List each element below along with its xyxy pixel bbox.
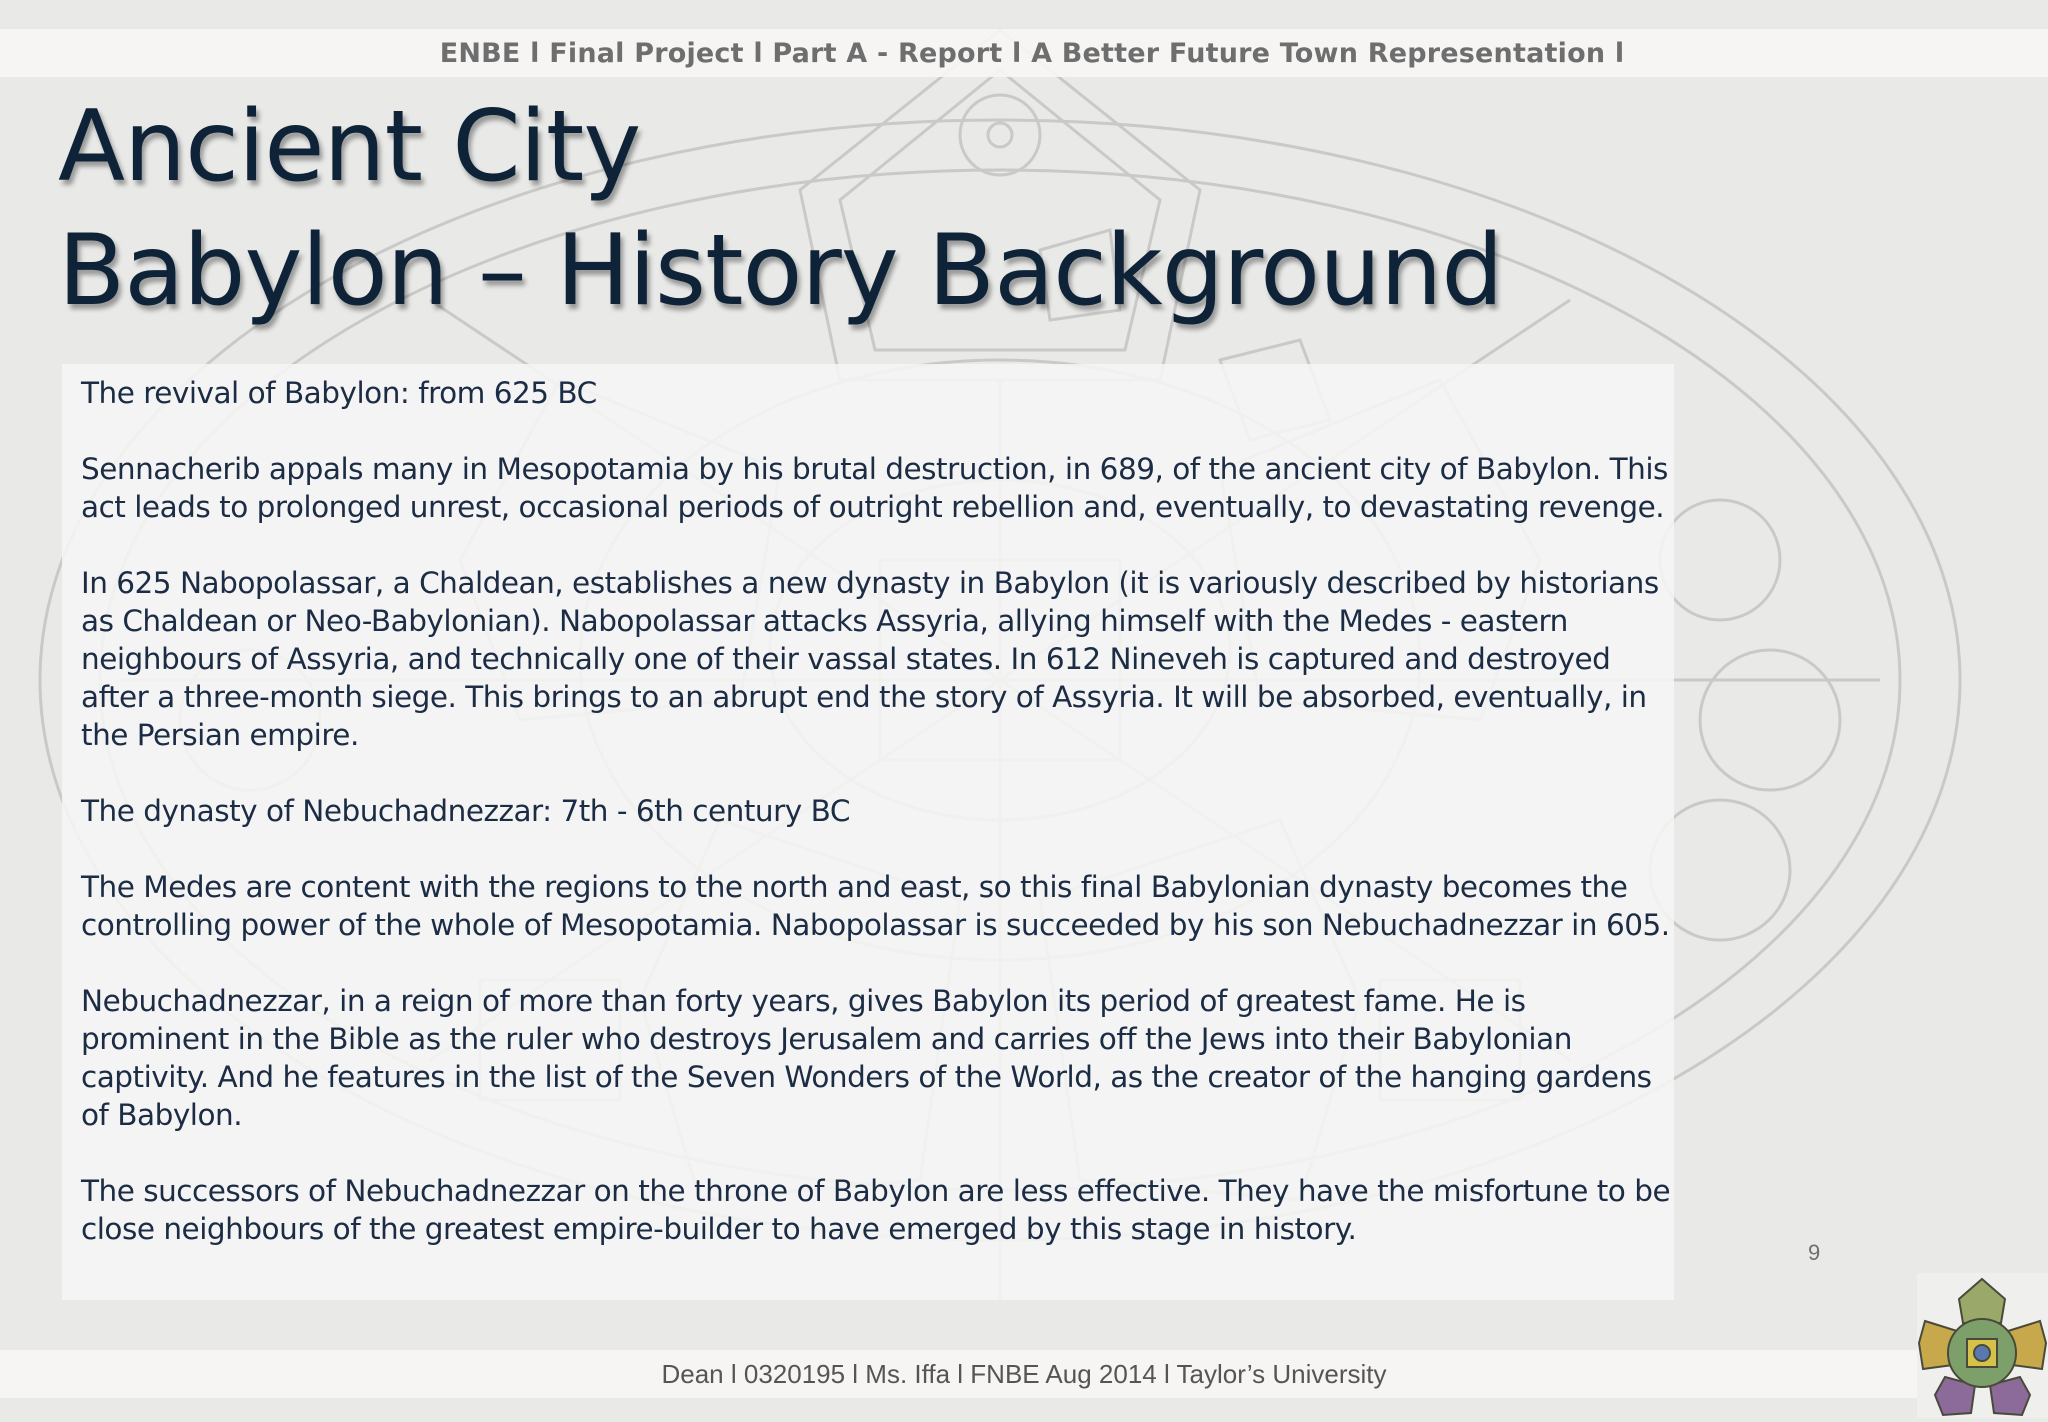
paragraph-nebuchadnezzar: Nebuchadnezzar, in a reign of more than forty years, gives Babylon its period of greatest fame. He is prominent in the Bible as the ruler who destroys Jerusalem and carries off the Jews into their Babylonian captivity. And he features in the list of the Seven Wonders of the World, as the creator of the hanging gardens of Babylon. [81, 984, 1652, 1132]
paragraph-sennacherib: Sennacherib appals many in Mesopotamia by his brutal destruction, in 689, of the ancient city of Babylon. This act leads to prolonged unrest, occasional periods of outright rebellion and, eventually, to devastating revenge. [81, 452, 1668, 524]
paragraph-medes: The Medes are content with the regions to the north and east, so this final Babylonian dynasty becomes the controlling power of the whole of Mesopotamia. Nabopolassar is succeeded by his son Nebuchadnezzar in 605. [81, 870, 1670, 942]
section-heading-revival: The revival of Babylon: from 625 BC [81, 376, 597, 410]
babylon-emblem-icon [1917, 1273, 2048, 1418]
paragraph-nabopolassar: In 625 Nabopolassar, a Chaldean, establishes a new dynasty in Babylon (it is variously described by historians as Chaldean or Neo-Babylonian). Nabopolassar attacks Assyria, allying himself with the Medes - eastern neighbours of Assyria, and technically one of their vassal states. In 612 Nineveh is captured and destroyed after a three-month siege. This brings to an abrupt end the story of Assyria. It will be absorbed, eventually, in the Persian empire. [81, 566, 1659, 752]
title-line-1: Ancient City [58, 90, 641, 204]
paragraph-successors: The successors of Nebuchadnezzar on the throne of Babylon are less effective. They have the misfortune to be close neighbours of the greatest empire-builder to have emerged by this stage in history. [81, 1174, 1671, 1246]
history-text [81, 374, 1671, 1286]
header-band [0, 29, 2048, 77]
footer-credits: Dean l 0320195 l Ms. Iffa l FNBE Aug 2014 l Taylor’s University [661, 1358, 1387, 1389]
report-header: ENBE l Final Project l Part A - Report l A Better Future Town Representation l [439, 37, 1625, 69]
page-title [58, 85, 1503, 333]
page-number: 9 [1808, 1240, 1821, 1265]
section-heading-nebuchadnezzar-dynasty: The dynasty of Nebuchadnezzar: 7th - 6th century BC [81, 794, 850, 828]
title-line-2: Babylon – History Background [58, 214, 1503, 328]
footer-band [0, 1350, 2048, 1398]
